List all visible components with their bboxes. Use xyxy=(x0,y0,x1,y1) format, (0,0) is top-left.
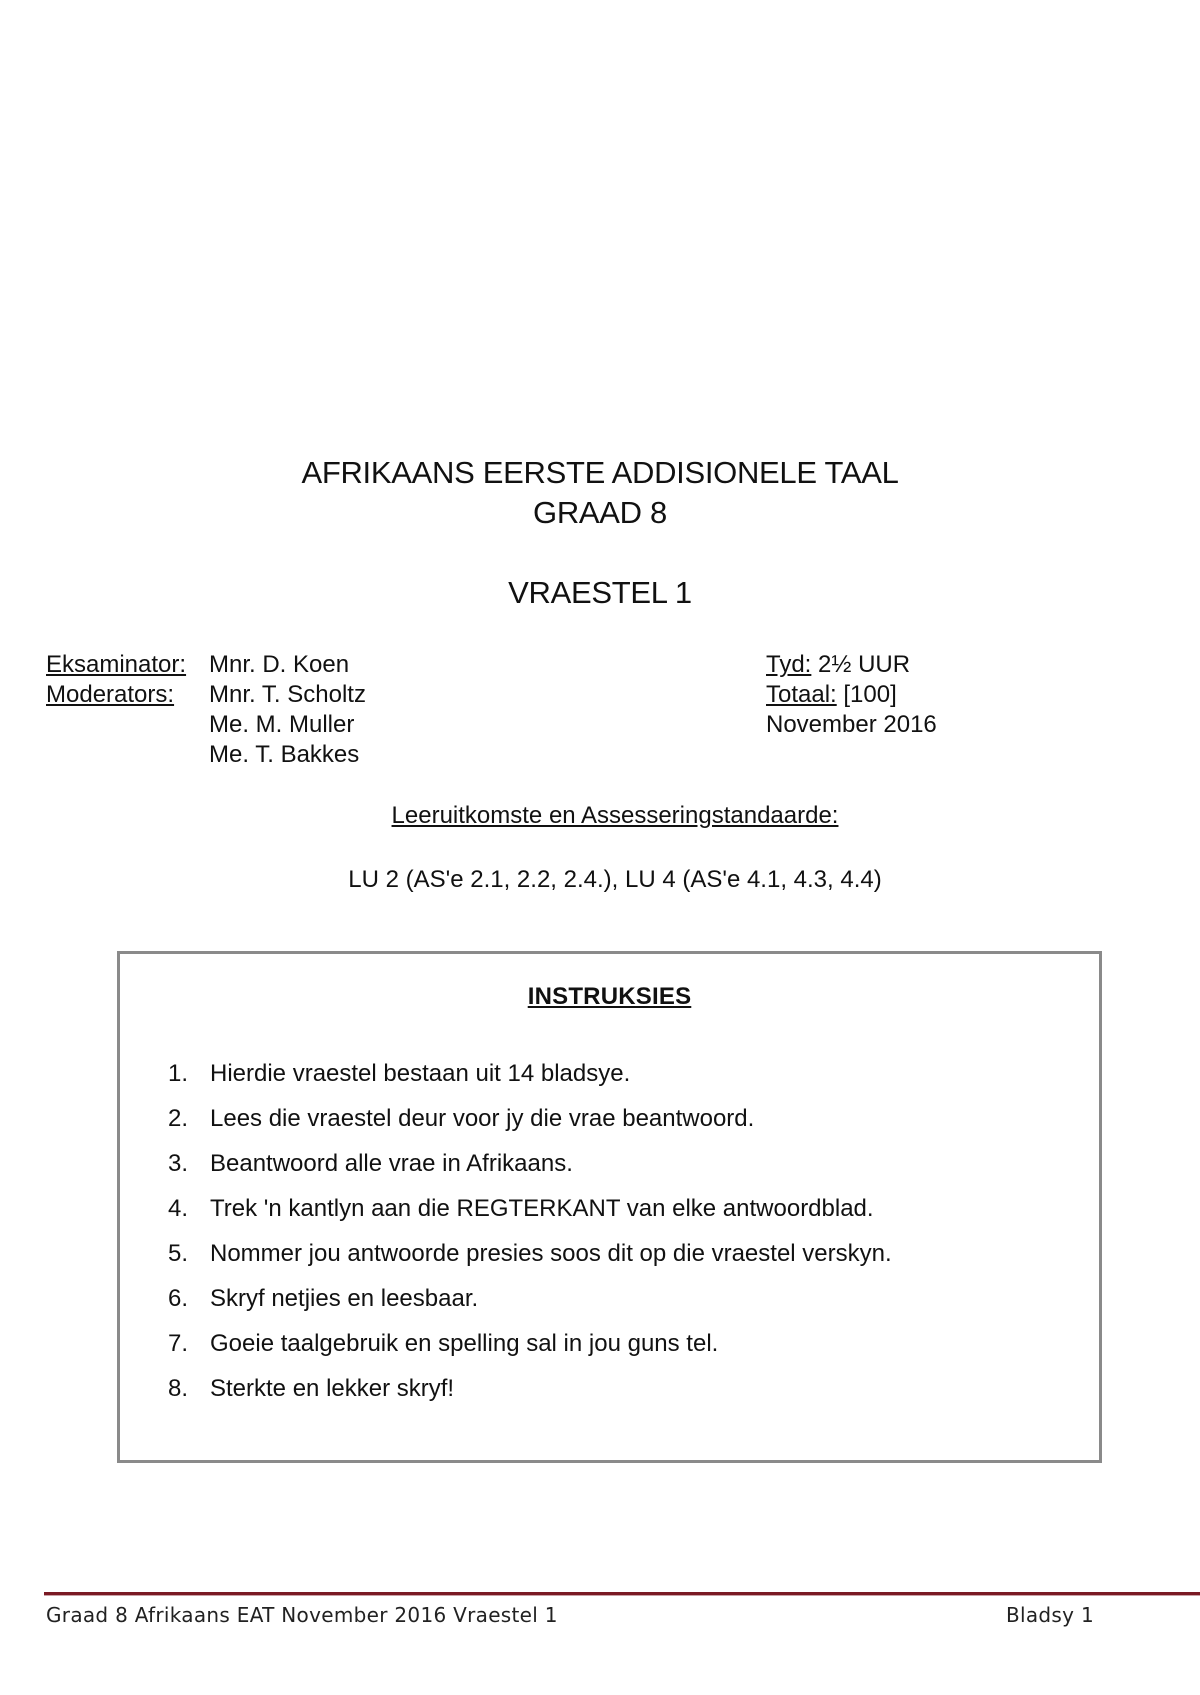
examiner-row xyxy=(46,650,366,680)
instruction-item xyxy=(168,1149,892,1194)
moderators-label: Moderators: xyxy=(46,681,175,708)
footer-document-title: Graad 8 Afrikaans EAT November 2016 Vraestel 1 xyxy=(46,1603,558,1627)
instruction-text: Hierdie vraestel bestaan uit 14 bladsye. xyxy=(210,1060,631,1087)
instruction-text: Goeie taalgebruik en spelling sal in jou guns tel. xyxy=(210,1330,719,1357)
total-value: [100] xyxy=(843,681,897,708)
learning-outcomes-standards: LU 2 (AS'e 2.1, 2.2, 2.4.), LU 4 (AS'e 4.1, 4.3, 4.4) xyxy=(348,866,882,893)
instruction-number: 2. xyxy=(168,1105,189,1132)
instruction-number: 7. xyxy=(168,1330,189,1357)
instructions-box xyxy=(117,951,1102,1463)
grade-title: GRAAD 8 xyxy=(533,495,667,530)
exam-info-block xyxy=(766,650,937,740)
instructions-heading: INSTRUKSIES xyxy=(527,983,692,1010)
moderator-name: Me. M. Muller xyxy=(209,711,355,738)
subject-title: AFRIKAANS EERSTE ADDISIONELE TAAL xyxy=(301,455,899,490)
exam-date: November 2016 xyxy=(766,711,937,738)
examiner-label: Eksaminator: xyxy=(46,651,187,678)
instruction-list xyxy=(168,1059,892,1419)
time-value: 2½ UUR xyxy=(818,651,911,678)
footer-page-number: Bladsy 1 xyxy=(1006,1603,1094,1627)
instruction-number: 3. xyxy=(168,1150,189,1177)
instruction-item xyxy=(168,1104,892,1149)
learning-outcomes-heading: Leeruitkomste en Assesseringstandaarde: xyxy=(391,802,839,829)
examiner-name: Mnr. D. Koen xyxy=(209,651,350,678)
footer-divider xyxy=(44,1592,1200,1596)
date-row xyxy=(766,710,937,740)
moderator-name: Me. T. Bakkes xyxy=(209,741,360,768)
moderator-row xyxy=(46,710,366,740)
instruction-item xyxy=(168,1239,892,1284)
instruction-text: Lees die vraestel deur voor jy die vrae beantwoord. xyxy=(210,1105,755,1132)
instruction-number: 6. xyxy=(168,1285,189,1312)
time-row xyxy=(766,650,937,680)
instruction-item xyxy=(168,1374,892,1419)
moderator-name: Mnr. T. Scholtz xyxy=(209,681,366,708)
instruction-text: Skryf netjies en leesbaar. xyxy=(210,1285,479,1312)
instruction-number: 1. xyxy=(168,1060,189,1087)
instruction-number: 4. xyxy=(168,1195,189,1222)
instruction-number: 5. xyxy=(168,1240,189,1267)
paper-title: VRAESTEL 1 xyxy=(508,575,692,610)
time-label: Tyd: xyxy=(766,651,812,678)
moderator-row xyxy=(46,740,366,770)
instruction-number: 8. xyxy=(168,1375,189,1402)
instruction-text: Trek 'n kantlyn aan die REGTERKANT van elke antwoordblad. xyxy=(210,1195,874,1222)
total-label: Totaal: xyxy=(766,681,837,708)
instruction-item xyxy=(168,1194,892,1239)
instruction-item xyxy=(168,1284,892,1329)
instruction-item xyxy=(168,1059,892,1104)
staff-block xyxy=(46,650,366,770)
moderator-row xyxy=(46,680,366,710)
instruction-text: Sterkte en lekker skryf! xyxy=(210,1375,455,1402)
instruction-text: Nommer jou antwoorde presies soos dit op die vraestel verskyn. xyxy=(210,1240,892,1267)
instruction-item xyxy=(168,1329,892,1374)
instruction-text: Beantwoord alle vrae in Afrikaans. xyxy=(210,1150,573,1177)
total-row xyxy=(766,680,937,710)
